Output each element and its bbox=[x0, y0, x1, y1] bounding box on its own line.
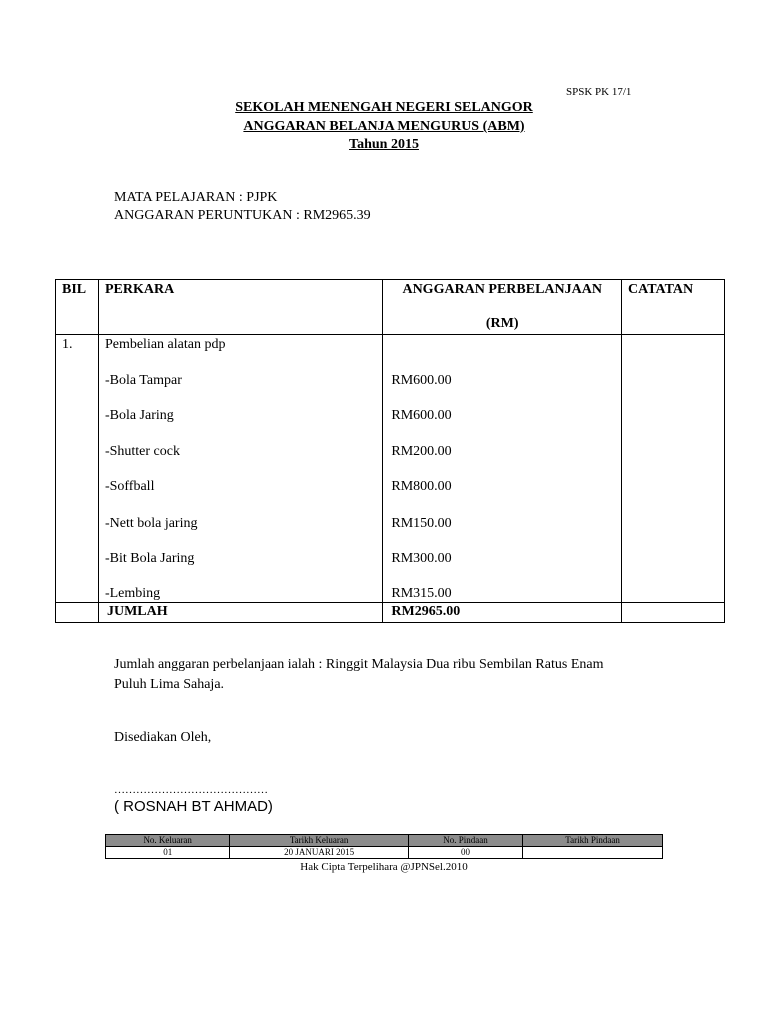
table-row bbox=[56, 335, 725, 603]
header-amendment-date: Tarikh Pindaan bbox=[523, 835, 663, 847]
row-number: 1. bbox=[62, 337, 73, 352]
header-anggaran-unit: (RM) bbox=[485, 316, 519, 331]
year-title: Tahun 2015 bbox=[349, 137, 419, 152]
header-anggaran bbox=[383, 280, 622, 335]
header-anggaran-label: ANGGARAN PERBELANJAAN bbox=[402, 282, 602, 297]
item-name: -Bola Tampar bbox=[104, 373, 182, 388]
revision-table bbox=[105, 834, 663, 859]
budget-title: ANGGARAN BELANJA MENGURUS (ABM) bbox=[243, 119, 525, 134]
row-number-cell bbox=[56, 335, 99, 603]
document-reference: SPSK PK 17/1 bbox=[566, 86, 632, 98]
signature-line: …………………………………… bbox=[114, 784, 268, 796]
allocation-line: ANGGARAN PERUNTUKAN : RM2965.39 bbox=[114, 208, 371, 223]
header-release-date: Tarikh Keluaran bbox=[230, 835, 408, 847]
header-perkara: PERKARA bbox=[98, 280, 382, 335]
release-no: 01 bbox=[106, 847, 230, 859]
summary-paragraph bbox=[114, 655, 674, 695]
amounts-cell bbox=[383, 335, 622, 603]
total-empty-cell bbox=[56, 603, 99, 623]
row-title: Pembelian alatan pdp bbox=[104, 337, 226, 352]
item-name: -Bola Jaring bbox=[104, 408, 174, 423]
items-cell bbox=[98, 335, 382, 603]
item-amount: RM800.00 bbox=[391, 479, 452, 494]
school-title: SEKOLAH MENENGAH NEGERI SELANGOR bbox=[235, 100, 533, 115]
item-amount: RM600.00 bbox=[391, 373, 452, 388]
budget-table-header bbox=[56, 280, 725, 335]
budget-table bbox=[55, 279, 725, 623]
total-notes-cell bbox=[622, 603, 725, 623]
notes-cell bbox=[622, 335, 725, 603]
header-release-no: No. Keluaran bbox=[106, 835, 230, 847]
subject-line: MATA PELAJARAN : PJPK bbox=[114, 190, 278, 205]
amendment-no: 00 bbox=[408, 847, 522, 859]
item-name: -Nett bola jaring bbox=[104, 516, 198, 531]
header-bil: BIL bbox=[56, 280, 99, 335]
item-amount: RM315.00 bbox=[391, 586, 452, 601]
signatory-name: ( ROSNAH BT AHMAD) bbox=[114, 798, 273, 815]
item-amount: RM600.00 bbox=[391, 408, 452, 423]
header-amendment-no: No. Pindaan bbox=[408, 835, 522, 847]
item-amount: RM150.00 bbox=[391, 516, 452, 531]
revision-table-header bbox=[106, 835, 663, 847]
prepared-by-label: Disediakan Oleh, bbox=[114, 730, 212, 745]
item-amount: RM200.00 bbox=[391, 444, 452, 459]
amendment-date bbox=[523, 847, 663, 859]
item-name: -Soffball bbox=[104, 479, 155, 494]
total-amount: RM2965.00 bbox=[383, 603, 622, 623]
release-date: 20 JANUARI 2015 bbox=[230, 847, 408, 859]
table-row bbox=[106, 847, 663, 859]
copyright-notice: Hak Cipta Terpelihara @JPNSel.2010 bbox=[300, 861, 468, 873]
item-amount: RM300.00 bbox=[391, 551, 452, 566]
item-name: -Bit Bola Jaring bbox=[104, 551, 195, 566]
item-name: -Lembing bbox=[104, 586, 161, 601]
header-catatan: CATATAN bbox=[622, 280, 725, 335]
summary-line-1: Jumlah anggaran perbelanjaan ialah : Ringgit Malaysia Dua ribu Sembilan Ratus Enam bbox=[114, 657, 604, 672]
total-row bbox=[56, 603, 725, 623]
total-label: JUMLAH bbox=[98, 603, 382, 623]
summary-line-2: Puluh Lima Sahaja. bbox=[114, 677, 225, 692]
item-name: -Shutter cock bbox=[104, 444, 180, 459]
